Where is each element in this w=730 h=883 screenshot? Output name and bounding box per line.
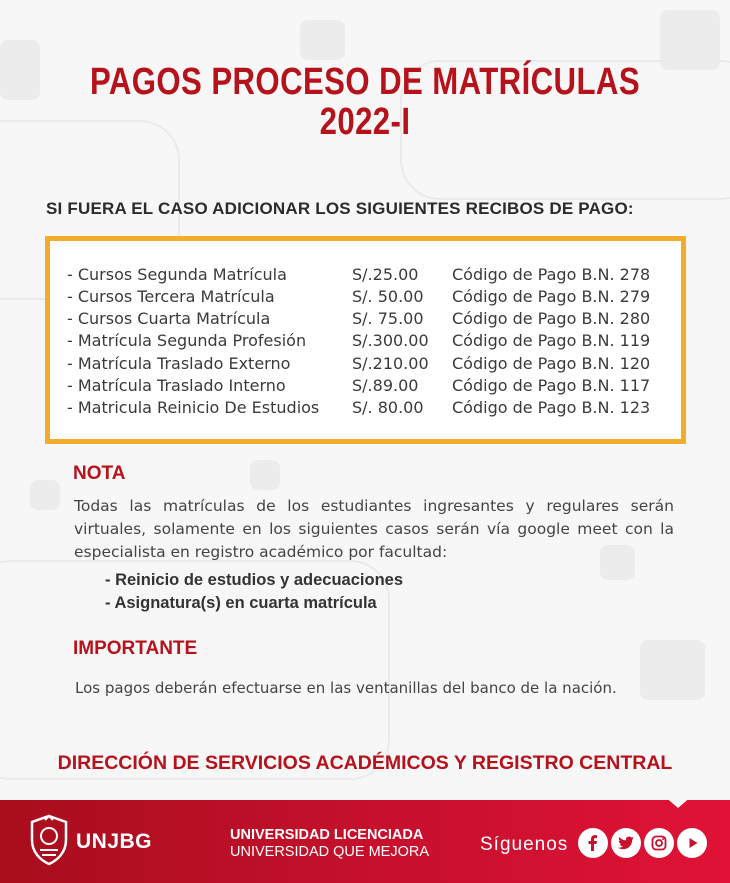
subheading: SI FUERA EL CASO ADICIONAR LOS SIGUIENTES RECIBOS DE PAGO: [46, 199, 634, 218]
facebook-icon[interactable] [578, 828, 608, 858]
page-title [66, 62, 665, 142]
fee-code: Código de Pago B.N. 280 [452, 309, 651, 328]
importante-title: IMPORTANTE [73, 638, 198, 659]
importante-text: Los pagos deberán efectuarse en las ventanillas del banco de la nación. [75, 679, 617, 697]
fee-row [67, 265, 682, 287]
fee-row [67, 354, 682, 376]
fee-amount: S/.25.00 [352, 265, 419, 284]
university-crest-icon [28, 814, 70, 866]
fee-code: Código de Pago B.N. 278 [452, 265, 651, 284]
fee-table [45, 236, 686, 444]
fee-row [67, 331, 682, 353]
university-logo[interactable]: UNJBG [76, 830, 153, 853]
fee-amount: S/.300.00 [352, 331, 429, 350]
twitter-icon[interactable] [611, 828, 641, 858]
fee-code: Código de Pago B.N. 123 [452, 398, 651, 417]
bg-square [0, 40, 40, 100]
fee-row [67, 376, 682, 398]
nota-bullet: - Reinicio de estudios y adecuaciones [105, 571, 404, 589]
fee-amount: S/. 75.00 [352, 309, 424, 328]
fee-amount: S/. 50.00 [352, 287, 424, 306]
fee-row [67, 309, 682, 331]
instagram-icon[interactable] [644, 828, 674, 858]
fee-name: - Matrícula Traslado Externo [67, 354, 291, 373]
fee-amount: S/. 80.00 [352, 398, 424, 417]
footer-bar [0, 800, 730, 883]
fee-code: Código de Pago B.N. 120 [452, 354, 651, 373]
fee-row [67, 287, 682, 309]
department-name: DIRECCIÓN DE SERVICIOS ACADÉMICOS Y REGISTRO CENTRAL [57, 752, 673, 774]
nota-bullet: - Asignatura(s) en cuarta matrícula [105, 594, 377, 612]
title-line-2: 2022-I [319, 101, 411, 143]
fee-code: Código de Pago B.N. 279 [452, 287, 651, 306]
nota-text: Todas las matrículas de los estudiantes ingresantes y regulares serán virtuales, solamente en los siguientes casos serán vía google meet con la especialista en registro académico por facultad: [74, 497, 674, 561]
bg-square [250, 460, 280, 490]
follow-label: Síguenos [480, 834, 569, 855]
fee-code: Código de Pago B.N. 119 [452, 331, 651, 350]
fee-row [67, 398, 682, 420]
title-line-1: PAGOS PROCESO DE MATRÍCULAS [89, 61, 641, 103]
bg-outline [0, 560, 390, 780]
fee-name: - Cursos Tercera Matrícula [67, 287, 275, 306]
footer-notch [664, 796, 692, 808]
slogan-line-2: UNIVERSIDAD QUE MEJORA [230, 844, 429, 860]
fee-name: - Matricula Reinicio De Estudios [67, 398, 320, 417]
bg-square [30, 480, 60, 510]
fee-name: - Matrícula Segunda Profesión [67, 331, 307, 350]
fee-name: - Cursos Cuarta Matrícula [67, 309, 271, 328]
fee-amount: S/.210.00 [352, 354, 429, 373]
slogan-line-1: UNIVERSIDAD LICENCIADA [230, 827, 424, 843]
fee-name: - Cursos Segunda Matrícula [67, 265, 287, 284]
fee-name: - Matrícula Traslado Interno [67, 376, 286, 395]
youtube-icon[interactable] [677, 828, 707, 858]
bg-square [300, 20, 345, 60]
bg-square [640, 640, 705, 700]
fee-amount: S/.89.00 [352, 376, 419, 395]
nota-title: NOTA [73, 463, 126, 484]
fee-code: Código de Pago B.N. 117 [452, 376, 651, 395]
